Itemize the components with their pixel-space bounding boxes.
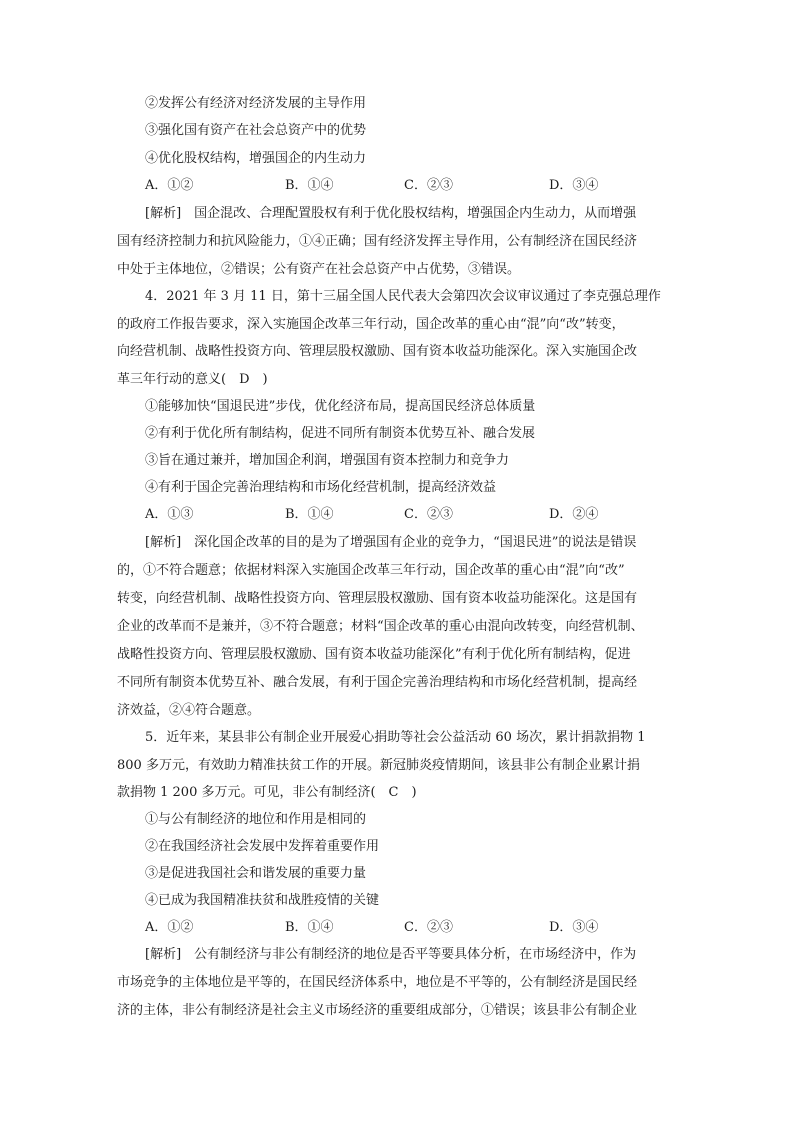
q3-choice-a: A．①② xyxy=(145,178,194,193)
q3-option-2: ②发挥公有经济对经济发展的主导作用 xyxy=(145,96,367,111)
q4-choices xyxy=(0,506,794,524)
q5-analysis-line-1: [解析] 公有制经济与非公有制经济的地位是否平等要具体分析，在市场经济中，作为 xyxy=(145,947,637,962)
q4-choice-a: A．①③ xyxy=(145,507,194,522)
q4-option-3: ③旨在通过兼并，增加国企利润，增强国有资本控制力和竞争力 xyxy=(145,453,510,468)
q3-analysis-line-1: [解析] 国企混改、合理配置股权有利于优化股权结构，增强国企内生动力，从而增强 xyxy=(145,206,637,221)
q5-stem-line-3: 款捐物 1 200 多万元。可见，非公有制经济( C ) xyxy=(117,785,417,800)
q4-analysis-line-1: [解析] 深化国企改革的目的是为了增强国有企业的竞争力，“国退民进”的说法是错误 xyxy=(145,535,637,550)
q5-choice-a: A．①② xyxy=(145,920,194,935)
q5-analysis-line-3: 济的主体，非公有制经济是社会主义市场经济的重要组成部分，①错误；该县非公有制企业 xyxy=(117,1003,638,1018)
q4-choice-c: C．②③ xyxy=(404,507,453,522)
q4-option-2: ②有利于优化所有制结构，促进不同所有制资本优势互补、融合发展 xyxy=(145,426,536,441)
q5-choice-d: D．③④ xyxy=(549,920,599,935)
q4-stem-line-4: 革三年行动的意义( D ) xyxy=(117,372,268,387)
q4-option-1: ①能够加快“国退民进”步伐，优化经济布局，提高国民经济总体质量 xyxy=(145,399,536,414)
q3-option-4: ④优化股权结构，增强国企的内生动力 xyxy=(145,151,367,166)
q5-option-3: ③是促进我国社会和谐发展的重要力量 xyxy=(145,866,367,881)
q4-analysis-line-6: 不同所有制资本优势互补、融合发展，有利于国企完善治理结构和市场化经营机制，提高经 xyxy=(117,675,638,690)
q5-option-4: ④已成为我国精准扶贫和战胜疫情的关键 xyxy=(145,893,380,908)
q3-option-3: ③强化国有资产在社会总资产中的优势 xyxy=(145,123,367,138)
q4-stem-line-1: 4．2021 年 3 月 11 日，第十三届全国人民代表大会第四次会议审议通过了李克强总理作 xyxy=(145,289,661,304)
q3-analysis-line-2: 国有经济控制力和抗风险能力，①④正确；国有经济发挥主导作用，公有制经济在国民经济 xyxy=(117,234,638,249)
q3-choice-c: C．②③ xyxy=(404,178,453,193)
q4-choice-d: D．②④ xyxy=(549,507,599,522)
q5-analysis-line-2: 市场竞争的主体地位是平等的，在国民经济体系中，地位是不平等的，公有制经济是国民经 xyxy=(117,975,638,990)
q5-choices xyxy=(0,919,794,937)
q5-option-1: ①与公有制经济的地位和作用是相同的 xyxy=(145,812,367,827)
q3-choices xyxy=(0,177,794,195)
q4-analysis-line-3: 转变，向经营机制、战略性投资方向、管理层股权激励、国有资本收益功能深化。这是国有 xyxy=(117,591,638,606)
q5-stem-line-1: 5．近年来，某县非公有制企业开展爱心捐助等社会公益活动 60 场次，累计捐款捐物 1 xyxy=(145,730,646,745)
q4-choice-b: B．①④ xyxy=(285,507,334,522)
q4-analysis-line-7: 济效益，②④符合题意。 xyxy=(117,703,261,718)
q5-choice-b: B．①④ xyxy=(285,920,334,935)
q3-choice-d: D．③④ xyxy=(549,178,599,193)
q4-stem-line-3: 向经营机制、战略性投资方向、管理层股权激励、国有资本收益功能深化。深入实施国企改 xyxy=(117,344,638,359)
q5-choice-c: C．②③ xyxy=(404,920,453,935)
q3-analysis-line-3: 中处于主体地位，②错误；公有资产在社会总资产中占优势，③错误。 xyxy=(117,262,521,277)
q4-analysis-line-4: 企业的改革而不是兼并，③不符合题意；材料“国企改革的重心由混向改转变，向经营机制、 xyxy=(117,619,644,634)
q3-choice-b: B．①④ xyxy=(285,178,334,193)
q5-option-2: ②在我国经济社会发展中发挥着重要作用 xyxy=(145,839,380,854)
q4-analysis-line-5: 战略性投资方向、管理层股权激励、国有资本收益功能深化”有利于优化所有制结构，促进 xyxy=(117,647,631,662)
q4-stem-line-2: 的政府工作报告要求，深入实施国企改革三年行动，国企改革的重心由“混”向“改”转变， xyxy=(117,317,625,332)
q4-option-4: ④有利于国企完善治理结构和市场化经营机制，提高经济效益 xyxy=(145,480,497,495)
q5-stem-line-2: 800 多万元，有效助力精准扶贫工作的开展。新冠肺炎疫情期间，该县非公有制企业累计捐 xyxy=(117,758,640,773)
q4-analysis-line-2: 的，①不符合题意；依据材料深入实施国企改革三年行动，国企改革的重心由“混”向“改” xyxy=(117,563,625,578)
